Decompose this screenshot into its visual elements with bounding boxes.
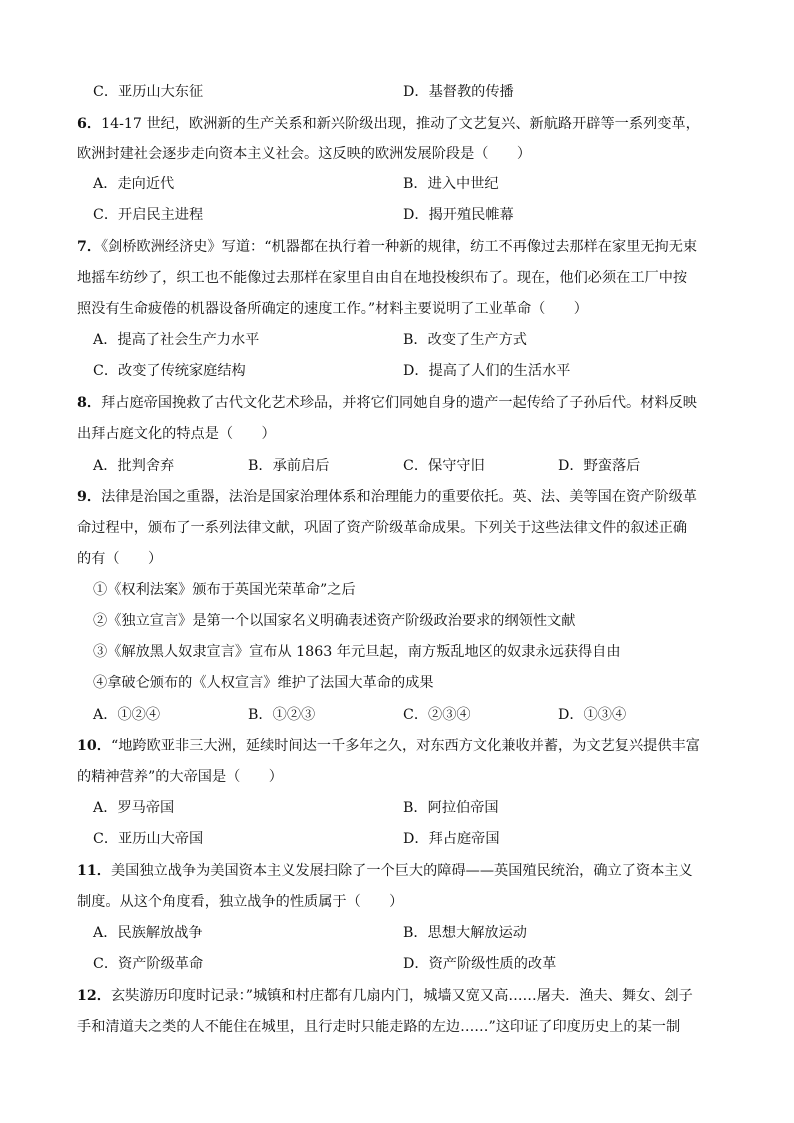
question-6-stem-line-1: 6．14-17 世纪，欧洲新的生产关系和新兴阶级出现，推动了文艺复兴、新航路开辟等一系列变革， bbox=[77, 116, 700, 132]
option-b[interactable]: B．进入中世纪 bbox=[403, 176, 499, 192]
question-number: 7． bbox=[77, 239, 102, 255]
option-c[interactable]: C．保守守旧 bbox=[403, 458, 485, 474]
question-10-stem-line-1: 10．“地跨欧亚非三大洲，延续时间达一千多年之久，对东西方文化兼收并蓄，为文艺复兴提供丰富 bbox=[77, 738, 700, 754]
option-letter: D． bbox=[403, 84, 429, 100]
question-9-stem-line-1: 9．法律是治国之重器，法治是国家治理体系和治理能力的重要依托。英、法、美等国在资产阶级革 bbox=[77, 489, 697, 505]
question-7-stem-line-3: 照没有生命疲倦的机器设备所确定的速度工作。”材料主要说明了工业革命（ ） bbox=[77, 301, 588, 317]
question-12-stem-line-1: 12．玄奘游历印度时记录：”城镇和村庄都有几扇内门，城墙又宽又高……屠夫．渔夫、舞女、刽子 bbox=[77, 988, 693, 1004]
option-d[interactable]: D．提高了人们的生活水平 bbox=[403, 363, 571, 379]
option-b[interactable]: B．阿拉伯帝国 bbox=[403, 800, 499, 816]
option-a[interactable]: A．罗马帝国 bbox=[93, 800, 175, 816]
question-11-stem-line-1: 11．美国独立战争为美国资本主义发展扫除了一个巨大的障碍——英国殖民统治，确立了资本主义 bbox=[77, 863, 693, 879]
option-b[interactable]: B．思想大解放运动 bbox=[403, 925, 527, 941]
option-b[interactable]: B．改变了生产方式 bbox=[403, 332, 527, 348]
option-a[interactable]: A．批判舍弃 bbox=[93, 458, 175, 474]
option-c[interactable]: C．改变了传统家庭结构 bbox=[93, 363, 246, 379]
question-7-stem-line-2: 地摇车纺纱了，织工也不能像过去那样在家里自由自在地投梭织布了。现在，他们必须在工厂中按 bbox=[77, 270, 688, 286]
question-number: 12． bbox=[77, 988, 111, 1004]
option-a[interactable]: A．走向近代 bbox=[93, 176, 175, 192]
question-11-stem-line-2: 制度。从这个角度看，独立战争的性质属于（ ） bbox=[77, 894, 404, 910]
option-a[interactable]: A．民族解放战争 bbox=[93, 925, 203, 941]
statement-item: ①《权利法案》颁布于英国光荣革命”之后 bbox=[93, 582, 356, 598]
question-number: 10． bbox=[77, 738, 111, 754]
option-c[interactable]: C．②③④ bbox=[403, 707, 471, 723]
question-number: 9． bbox=[77, 489, 102, 505]
option-c[interactable]: C．资产阶级革命 bbox=[93, 956, 204, 972]
option-b[interactable]: B．承前启后 bbox=[248, 458, 330, 474]
question-number: 6． bbox=[77, 116, 102, 132]
option-c[interactable]: C．亚历山大帝国 bbox=[93, 831, 204, 847]
option-a[interactable]: A．提高了社会生产力水平 bbox=[93, 332, 260, 348]
option-d[interactable]: D．野蛮落后 bbox=[558, 458, 641, 474]
question-8-stem-line-2: 出拜占庭文化的特点是（ ） bbox=[77, 426, 276, 442]
question-number: 8． bbox=[77, 395, 102, 411]
option-d[interactable]: D．拜占庭帝国 bbox=[403, 831, 500, 847]
question-7-stem-line-1: 7．《剑桥欧洲经济史》写道：“机器都在执行着一种新的规律，纺工不再像过去那样在家里无拘无束 bbox=[77, 239, 698, 255]
question-12-stem-line-2: 手和清道夫之类的人不能住在城里，且行走时只能走路的左边……”这印证了印度历史上的某一制 bbox=[77, 1019, 681, 1035]
option-b[interactable]: B．①②③ bbox=[248, 707, 316, 723]
question-10-stem-line-2: 的精神营养”的大帝国是（ ） bbox=[77, 769, 283, 785]
option-d[interactable]: D．资产阶级性质的改革 bbox=[403, 956, 557, 972]
statement-item: ④拿破仑颁布的《人权宣言》维护了法国大革命的成果 bbox=[93, 675, 434, 691]
question-6-stem-line-2: 欧洲封建社会逐步走向资本主义社会。这反映的欧洲发展阶段是（ ） bbox=[77, 146, 532, 162]
statement-item: ③《解放黑人奴隶宣言》宣布从 1863 年元旦起，南方叛乱地区的奴隶永远获得自由 bbox=[93, 644, 621, 660]
option-letter: C． bbox=[93, 84, 119, 100]
question-number: 11． bbox=[77, 863, 111, 879]
option-text: 基督教的传播 bbox=[428, 84, 514, 100]
option-c[interactable] bbox=[93, 82, 203, 102]
option-text: 亚历山大东征 bbox=[118, 84, 204, 100]
option-d[interactable]: D．揭开殖民帷幕 bbox=[403, 207, 514, 223]
question-9-stem-line-3: 的有（ ） bbox=[77, 551, 163, 567]
option-d[interactable] bbox=[403, 82, 514, 102]
statement-item: ②《独立宣言》是第一个以国家名义明确表述资产阶级政治要求的纲领性文献 bbox=[93, 613, 576, 629]
option-c[interactable]: C．开启民主进程 bbox=[93, 207, 204, 223]
option-d[interactable]: D．①③④ bbox=[558, 707, 627, 723]
question-9-stem-line-2: 命过程中，颁布了一系列法律文献，巩固了资产阶级革命成果。下列关于这些法律文件的叙述正确 bbox=[77, 520, 688, 536]
question-8-stem-line-1: 8．拜占庭帝国挽救了古代文化艺术珍品，并将它们同她自身的遗产一起传给了子孙后代。材料反映 bbox=[77, 395, 697, 411]
option-a[interactable]: A．①②④ bbox=[93, 707, 161, 723]
